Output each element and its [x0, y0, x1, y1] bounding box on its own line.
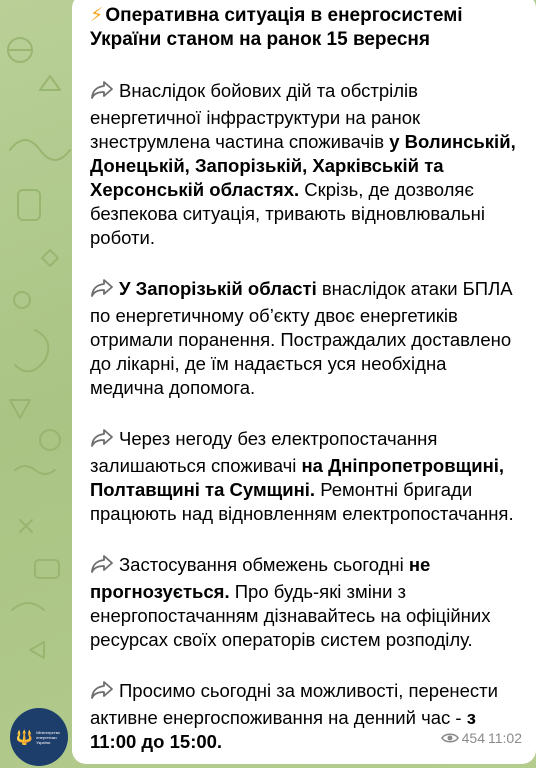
chat-wallpaper-pattern	[0, 0, 80, 768]
trident-icon: 🔱	[15, 729, 34, 745]
message-paragraph	[88, 79, 522, 250]
share-arrow-icon	[90, 680, 114, 706]
eye-icon	[441, 732, 459, 744]
share-arrow-icon	[90, 278, 114, 304]
message-paragraph	[88, 553, 522, 652]
views-count: 454	[461, 730, 485, 746]
message-title	[88, 4, 522, 52]
message-paragraph	[88, 427, 522, 526]
text: Застосування обмежень сьогодні	[119, 554, 409, 575]
bold-text: не прогнозується.	[90, 554, 431, 602]
lightning-icon: ⚡	[90, 5, 104, 26]
text: Через негоду без електропостачання залишаються споживачі	[90, 428, 438, 476]
channel-avatar-label: Міністерство енергетики України	[36, 729, 60, 745]
message-time: 11:02	[488, 730, 522, 746]
channel-avatar[interactable]	[10, 708, 68, 766]
text: Просимо сьогодні за можливості, перенести активне енергоспоживання на денний час -	[90, 680, 498, 728]
message-body	[88, 79, 522, 754]
message-meta	[441, 730, 522, 746]
text: Ремонтні бригади працюють над відновленням електропостачання.	[90, 479, 514, 524]
bold-text: у Волинській, Донецькій, Запорізькій, Харківській та Херсонській областях.	[90, 131, 516, 200]
message-bubble[interactable]	[72, 0, 536, 764]
text: Внаслідок бойових дій та обстрілів енергетичної інфраструктури на ранок знеструмлена частина споживачів	[90, 80, 421, 152]
text: Про будь-які зміни з енергопостачанням дізнавайтесь на офіційних ресурсах своїх операторів систем розподілу.	[90, 581, 491, 650]
text: внаслідок атаки БПЛА по енергетичному об’єкту двоє енергетиків отримали поранення. Постраждалих доставлено до лікарні, де їм надається уся необхідна медична допомога.	[90, 278, 513, 398]
share-arrow-icon	[90, 554, 114, 580]
bold-text: на Дніпропетровщині, Полтавщині та Сумщині.	[90, 455, 505, 500]
share-arrow-icon	[90, 428, 114, 454]
message-paragraph	[88, 277, 522, 400]
share-arrow-icon	[90, 80, 114, 106]
bold-text: У Запорізькій області	[119, 278, 317, 299]
message-title-text: Оперативна ситуація в енергосистемі України станом на ранок 15 вересня	[90, 5, 463, 50]
bold-text: з 11:00 до 15:00.	[90, 707, 476, 752]
text: Скрізь, де дозволяє безпекова ситуація, тривають відновлювальні роботи.	[90, 179, 486, 248]
